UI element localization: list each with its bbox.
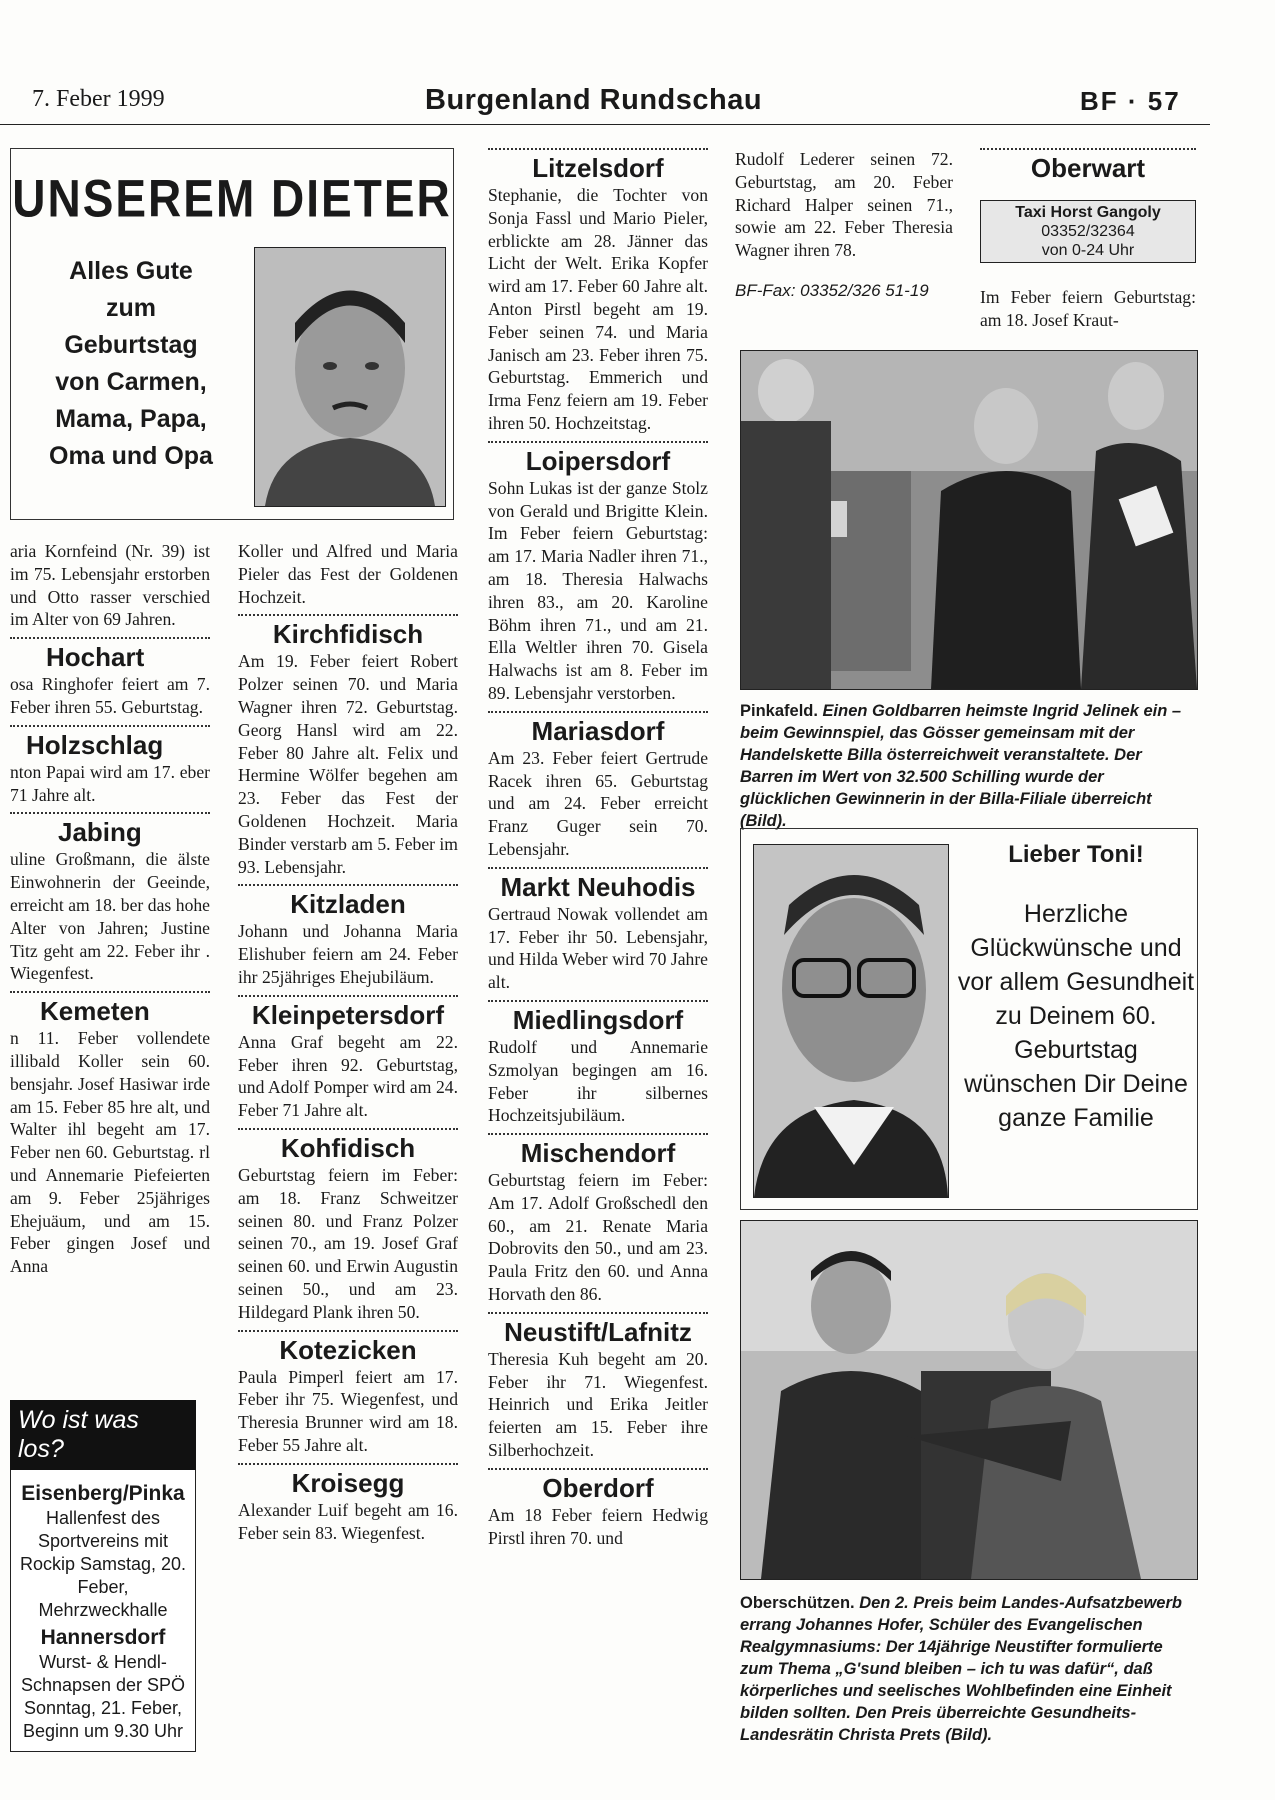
ad-title: UNSEREM DIETER [12,168,452,228]
fax-number: BF-Fax: 03352/326 51-19 [735,280,929,300]
pinkafeld-caption: Pinkafeld. Einen Goldbarren heimste Ingrid Jelinek ein – beim Gewinnspiel, das Gösser gemeinsam mit der Handelskette Billa österreichweit veranstaltete. Der Barren im Wert von 32.500 Schilling wurde der glücklichen Gewinnerin in der Billa-Filiale überreicht (Bild). [740,702,1182,830]
place-heading: Oberwart [1030,153,1146,183]
taxi-hours: von 0-24 Uhr [1041,242,1135,259]
article-text: Gertraud Nowak vollendet am 17. Feber ihr 50. Lebensjahr, und Hilda Weber wird 70 Jahre alt. [488,903,708,993]
birthday-ad-toni [740,828,1198,1210]
place-heading: Oberdorf [542,1472,654,1503]
oberschuetzen-photo [740,1220,1198,1580]
place-heading: Neustift/Lafnitz [504,1316,692,1347]
article-text: Am 23. Feber feiert Gertrude Racek ihren 65. Geburtstag und am 24. Feber erreicht Franz Guger sein 70. Lebensjahr. [488,747,708,859]
oberschuetzen-caption: Oberschützen. Den 2. Preis beim Landes-Aufsatzbewerb errang Johannes Hofer, Schüler des Evangelischen Realgymnasiums: Der 14jährige Neustifter formulierte zum Thema „G'sund bleiben – ich tu was dafür“, daß körperliches und seelisches Wohlbefinden eine Einheit bilden sollten. Den Preis überreichte Gesundheits-Landesrätin Christa Prets (Bild). [740,1594,1182,1744]
article-text: Am 18 Feber feiern Hedwig Pirstl ihren 70. und [488,1504,708,1548]
place-heading: Hochart [46,642,145,673]
article-text: Am 19. Feber feiert Robert Polzer seinen 70. und Maria Wagner ihren 72. Geburtstag. Georg Hansl wird am 22. Feber 80 Jahre alt. Felix und Hermine Wölfer begehen am 23. Feber das Fest der Goldenen Hochzeit. Maria Binder verstarb am 5. Feber im 93. Lebensjahr. [238,651,458,877]
oberwart-text [980,286,1196,332]
taxi-name: Taxi Horst Gangoly [1015,204,1161,221]
oberwart-section [980,148,1196,184]
event-text: Wurst- & Hendl-Schnapsen der SPÖ Sonntag, 21. Feber, Beginn um 9.30 Uhr [20,1652,186,1741]
events-title: Wo ist was los? [10,1400,196,1470]
ad-wish: Alles Gute zum Geburtstag von Carmen, Mama, Papa, Oma und Opa [49,257,213,470]
place-heading: Kohfidisch [280,1132,416,1163]
place-heading: Kroisegg [291,1467,405,1498]
birthday-ad-dieter [10,148,454,520]
pinkafeld-photo [740,350,1198,690]
article-text: Koller und Alfred und Maria Pieler das Fest der Goldenen Hochzeit. [238,541,458,607]
page-header [0,84,1210,125]
article-text: Sohn Lukas ist der ganze Stolz von Gerald und Brigitte Klein. Im Feber feiern Geburtstag: am 17. Maria Nadler ihren 71., am 18. Theresia Halwachs ihren 83., am 20. Karoline Böhm ihren 71., und am 21. Ella Weltler ihren 70. Gisela Halwachs ist am 8. Feber im 89. Lebensjahr verstorben. [488,477,708,703]
issue-date: 7. Feber 1999 [32,86,165,112]
article-text: Paula Pimperl feiert am 17. Feber ihr 75. Wiegenfest, und Theresia Brunner wird am 18. Feber 55 Jahre alt. [238,1366,458,1455]
article-text: Geburtstag feiern im Feber: Am 17. Adolf Großschedl den 60., am 21. Renate Maria Dobrovits den 50., und am 23. Paula Fritz den 60. und Anna Horvath den 86. [488,1170,708,1305]
article-text: Rudolf Lederer seinen 72. Geburtstag, am 20. Feber Richard Halper seinen 71., sowie am 22. Feber Theresia Wagner ihren 78. [735,149,953,261]
column-2 [238,540,458,1544]
toni-portrait-photo [753,844,949,1198]
newspaper-title: Burgenland Rundschau [425,84,763,116]
article-text: nton Papai wird am 17. eber 71 Jahre alt. [10,761,210,805]
ad-heading: Lieber Toni! [1008,841,1144,868]
place-heading: Markt Neuhodis [500,871,696,902]
ad-message: Herzliche Glückwünsche und vor allem Gesundheit zu Deinem 60. Geburtstag wünschen Dir Deine ganze Familie [957,900,1195,1132]
events-box [10,1400,196,1752]
event-place: Eisenberg/Pinka [21,1482,185,1505]
article-text: uline Großmann, die älste Einwohnerin der Geeinde, erreicht am 18. ber das hohe Alter von Jahren; Justine Titz geht am 22. Feber ihr . Wiegenfest. [10,849,210,984]
place-heading: Kirchfidisch [272,619,424,650]
place-heading: Mischendorf [520,1138,676,1169]
column-4 [735,148,953,303]
article-text: n 11. Feber vollendete illibald Koller sein 60. bensjahr. Josef Hasiwar irde am 15. Feber 85 hre alt, und Walter ihl begeht am 17. Feber nen 60. Geburtstag. rl und Annemarie Piefeierten am 9. Feber 25jähriges Ehejuäum, und am 15. Feber gingen Josef und Anna [10,1028,210,1277]
place-heading: Holzschlag [26,729,164,760]
place-heading: Mariasdorf [531,715,665,746]
article-text: Theresia Kuh begeht am 20. Feber ihr 71. Wiegenfest. Heinrich und Erika Jeitler feierten am 15. Feber ihre Silberhochzeit. [488,1348,708,1461]
column-3 [488,148,708,1549]
place-heading: Kitzladen [290,889,406,920]
column-1 [10,540,210,1278]
article-text: osa Ringhofer feiert am 7. Feber ihren 55. Geburtstag. [10,674,210,717]
article-text: aria Kornfeind (Nr. 39) ist im 75. Lebensjahr erstorben und Otto rasser verschied im Alter von 69 Jahren. [10,541,210,630]
article-text: Rudolf und Annemarie Szmolyan begingen am 16. Feber ihr silbernes Hochzeitsjubiläum. [488,1036,708,1126]
dieter-portrait-photo [254,247,446,507]
event-place: Hannersdorf [40,1626,166,1649]
article-text: Johann und Johanna Maria Elishuber feiern am 24. Feber ihr 25jähriges Ehejubiläum. [238,921,458,987]
article-text: Anna Graf begeht am 22. Feber ihren 92. Geburtstag, und Adolf Pomper wird am 24. Feber 71 Jahre alt. [238,1031,458,1121]
article-text: Geburtstag feiern im Feber: am 18. Franz Schweitzer seinen 80. und Franz Polzer seinen 70., am 19. Josef Graf seinen 60. und Erwin Augustin seinen 50., und am 23. Hildegard Plank ihren 50. [238,1164,458,1322]
place-heading: Kemeten [40,996,150,1027]
page-number: BF · 57 [1080,86,1181,116]
place-heading: Jabing [58,817,142,848]
article-text: Alexander Luif begeht am 16. Feber sein 83. Wiegenfest. [238,1499,458,1543]
article-text: Stephanie, die Tochter von Sonja Fassl und Mario Pieler, erblickte am 28. Jänner das Licht der Welt. Erika Kopfer wird am 17. Feber 60 Jahre alt. Anton Pirstl begeht am 19. Feber seinen 74. und Maria Janisch am 23. Feber ihren 75. Geburtstag. Emmerich und Irma Fenz feiern am 19. Feber ihren 50. Hochzeitstag. [488,185,708,433]
article-text: Im Feber feiern Geburtstag: am 18. Josef Kraut- [980,287,1196,330]
event-text: Hallenfest des Sportvereins mit Rockip Samstag, 20. Feber, Mehrzweckhalle [19,1508,187,1620]
place-heading: Litzelsdorf [532,153,664,183]
place-heading: Miedlingsdorf [512,1004,684,1035]
place-heading: Kotezicken [279,1334,417,1365]
place-heading: Kleinpetersdorf [251,999,445,1030]
taxi-phone: 03352/32364 [1041,223,1135,240]
taxi-ad [980,200,1196,263]
place-heading: Loipersdorf [525,445,671,476]
